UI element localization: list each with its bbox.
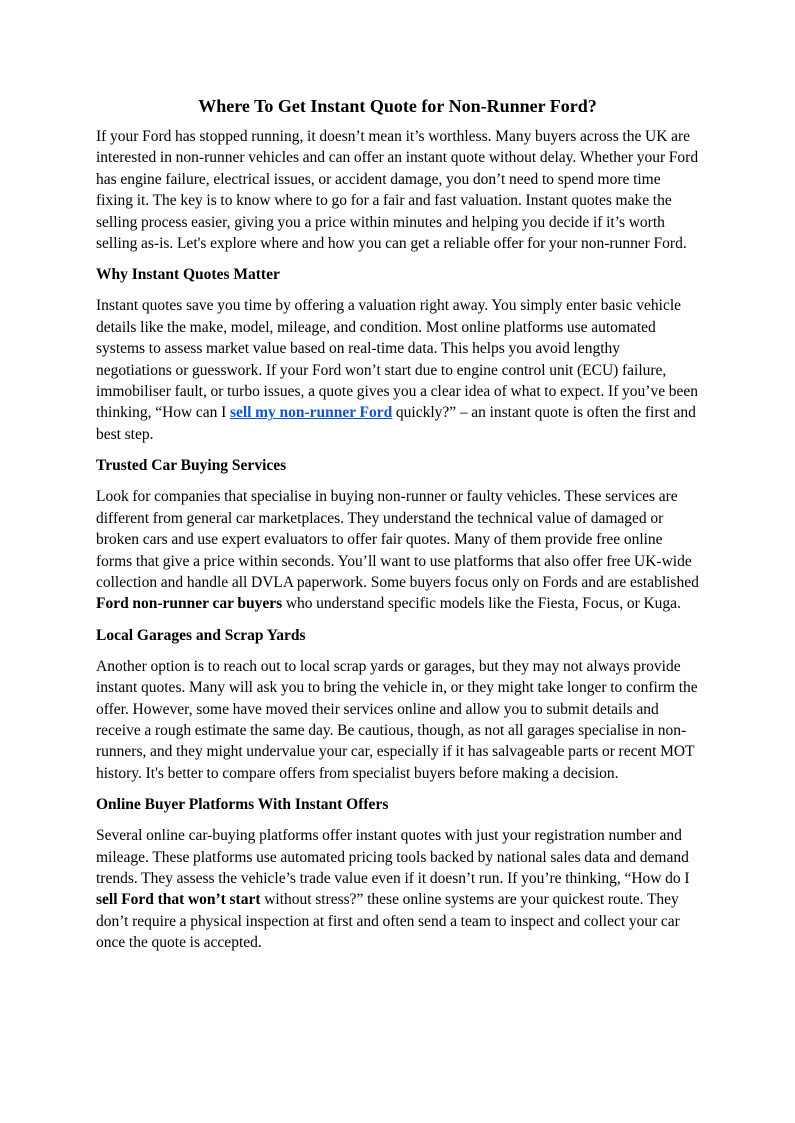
section-paragraph-trusted-services (96, 486, 699, 614)
section-heading-why-instant-quotes: Why Instant Quotes Matter (96, 266, 280, 284)
paragraph-text: Instant quotes save you time by offering a valuation right away. You simply enter basic vehicle details like the make, model, mileage, and condition. Most online platforms use automated systems to assess market value based on real-time data. This helps you avoid lengthy negotiations or guesswork. If your Ford won’t start due to engine control unit (ECU) failure, immobiliser fault, or turbo issues, a quote gives you a clear idea of what to expect. If you’ve been thinking, “How can I (96, 297, 699, 422)
section-heading-online-platforms: Online Buyer Platforms With Instant Offers (96, 796, 389, 814)
bold-keyword: sell Ford that won’t start (96, 891, 261, 909)
section-paragraph-why-instant-quotes (96, 295, 699, 445)
section-paragraph-online-platforms (96, 825, 699, 953)
paragraph-text: who understand specific models like the Fiesta, Focus, or Kuga. (282, 595, 681, 613)
sell-non-runner-ford-link[interactable]: sell my non-runner Ford (229, 404, 393, 422)
bold-keyword: Ford non-runner car buyers (96, 595, 283, 613)
paragraph-text: without stress?” these online systems are your quickest route. They don’t require a physical inspection at first and often send a team to inspect and collect your car once the quote is accepted. (96, 891, 680, 952)
paragraph-text: Several online car-buying platforms offer instant quotes with just your registration number and mileage. These platforms use automated pricing tools backed by national sales data and demand trends. They assess the vehicle’s trade value even if it doesn’t run. If you’re thinking, “How do I (96, 827, 690, 887)
document-page (96, 94, 699, 964)
paragraph-text: quickly?” – an instant quote is often the first and best step. (96, 404, 696, 443)
section-paragraph-local-garages: Another option is to reach out to local scrap yards or garages, but they may not always provide instant quotes. Many will ask you to bring the vehicle in, or they might take longer to confirm the offer. However, some have moved their services online and allow you to submit details and receive a rough estimate the same day. Be cautious, though, as not all garages specialise in non-runners, and they might undervalue your car, especially if it has salvageable parts or recent MOT history. It's better to compare offers from specialist buyers before making a decision. (96, 657, 698, 782)
section-heading-trusted-services: Trusted Car Buying Services (96, 457, 287, 475)
document-title: Where To Get Instant Quote for Non-Runner Ford? (198, 96, 597, 116)
intro-paragraph: If your Ford has stopped running, it doesn’t mean it’s worthless. Many buyers across the UK are interested in non-runner vehicles and can offer an instant quote without delay. Whether your Ford has engine failure, electrical issues, or accident damage, you don’t need to spend more time fixing it. The key is to know where to go for a fair and fast valuation. Instant quotes make the selling process easier, giving you a price within minutes and helping you decide if it’s worth selling as-is. Let's explore where and how you can get a reliable offer for your non-runner Ford. (96, 128, 699, 253)
paragraph-text: Look for companies that specialise in buying non-runner or faulty vehicles. These services are different from general car marketplaces. They understand the technical value of damaged or broken cars and use expert evaluators to offer fair quotes. Many of them provide free online forms that give a price within seconds. You’ll want to use platforms that also offer free UK-wide collection and handle all DVLA paperwork. Some buyers focus only on Fords and are established (96, 488, 699, 591)
section-heading-local-garages: Local Garages and Scrap Yards (96, 626, 306, 644)
